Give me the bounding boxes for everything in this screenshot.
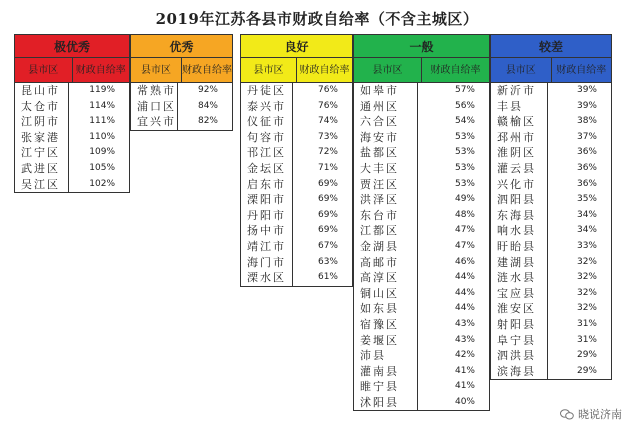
- county-name: 金坛区: [241, 161, 293, 177]
- table-row: [354, 208, 489, 224]
- self-sufficiency-rate: 72%: [317, 147, 338, 158]
- group-header: 优秀: [130, 34, 233, 58]
- county-name: 邗江区: [241, 145, 293, 161]
- county-name: 如东县: [354, 301, 418, 317]
- county-name: 高淳区: [354, 270, 418, 286]
- county-name: 启东市: [241, 177, 293, 193]
- table-row: [241, 239, 352, 255]
- group-body: [130, 83, 233, 131]
- table-row: [491, 317, 611, 333]
- table-row: [354, 395, 489, 411]
- table-row: [15, 161, 129, 177]
- self-sufficiency-rate: 67%: [317, 240, 338, 251]
- self-sufficiency-rate: 32%: [576, 256, 597, 267]
- table-row: [354, 286, 489, 302]
- self-sufficiency-rate: 38%: [576, 116, 597, 127]
- county-name: 贾汪区: [354, 177, 418, 193]
- county-name: 武进区: [15, 161, 69, 177]
- self-sufficiency-rate: 29%: [576, 365, 597, 376]
- county-name: 射阳县: [491, 317, 548, 333]
- county-name: 滨海县: [491, 364, 548, 380]
- self-sufficiency-rate: 35%: [576, 194, 597, 205]
- group-average: [353, 34, 490, 411]
- table-row: [15, 114, 129, 130]
- table-row: [491, 161, 611, 177]
- column-header-row: [130, 58, 233, 83]
- table-row: [354, 379, 489, 395]
- county-name: 睢宁县: [354, 379, 418, 395]
- county-name: 高邮市: [354, 255, 418, 271]
- county-name: 响水县: [491, 223, 548, 239]
- table-row: [241, 270, 352, 286]
- table-row: [241, 192, 352, 208]
- watermark-text: 晓说济南: [578, 408, 622, 421]
- table-row: [491, 130, 611, 146]
- table-row: [354, 177, 489, 193]
- column-header-row: [14, 58, 130, 83]
- self-sufficiency-rate: 119%: [89, 85, 115, 95]
- table-row: [354, 223, 489, 239]
- county-name: 盱眙县: [491, 239, 548, 255]
- self-sufficiency-rate: 82%: [197, 116, 218, 127]
- county-name: 海门市: [241, 255, 293, 271]
- table-row: [131, 83, 232, 99]
- self-sufficiency-rate: 31%: [576, 318, 597, 329]
- column-header-rate: 财政自给率: [75, 65, 126, 76]
- group-header: 较差: [490, 34, 612, 58]
- self-sufficiency-rate: 44%: [454, 272, 475, 283]
- self-sufficiency-rate: 53%: [454, 147, 475, 158]
- self-sufficiency-rate: 61%: [317, 272, 338, 283]
- self-sufficiency-rate: 102%: [89, 178, 115, 189]
- self-sufficiency-rate: 57%: [454, 85, 475, 95]
- county-name: 宝应县: [491, 286, 548, 302]
- table-row: [15, 177, 129, 193]
- self-sufficiency-rate: 37%: [576, 131, 597, 142]
- county-name: 江宁区: [15, 145, 69, 161]
- self-sufficiency-rate: 39%: [576, 85, 597, 95]
- county-name: 东海县: [491, 208, 548, 224]
- self-sufficiency-rate: 111%: [89, 116, 115, 127]
- self-sufficiency-rate: 69%: [317, 178, 338, 189]
- county-name: 靖江市: [241, 239, 293, 255]
- county-name: 吴江区: [15, 177, 69, 193]
- page-title: 2019年江苏各县市财政自给率（不含主城区）: [155, 10, 479, 28]
- table-row: [491, 286, 611, 302]
- county-name: 常熟市: [131, 83, 178, 99]
- self-sufficiency-rate: 29%: [576, 350, 597, 361]
- group-header: 良好: [240, 34, 353, 58]
- table-row: [241, 208, 352, 224]
- self-sufficiency-rate: 74%: [317, 116, 338, 127]
- self-sufficiency-rate: 69%: [317, 209, 338, 220]
- county-name: 沭阳县: [354, 395, 418, 411]
- column-header-county: 县市区: [354, 58, 422, 82]
- self-sufficiency-rate: 84%: [197, 100, 218, 111]
- table-row: [354, 239, 489, 255]
- table-row: [15, 99, 129, 115]
- group-body: [353, 83, 490, 411]
- county-name: 溧水区: [241, 270, 293, 286]
- table-row: [491, 239, 611, 255]
- county-name: 涟水县: [491, 270, 548, 286]
- county-name: 昆山市: [15, 83, 69, 99]
- column-header-county: 县市区: [131, 58, 182, 82]
- table-row: [131, 99, 232, 115]
- self-sufficiency-rate: 114%: [89, 100, 115, 111]
- table-row: [354, 348, 489, 364]
- self-sufficiency-rate: 56%: [454, 100, 475, 111]
- table-row: [15, 145, 129, 161]
- county-name: 铜山区: [354, 286, 418, 302]
- table-row: [491, 208, 611, 224]
- self-sufficiency-rate: 53%: [454, 131, 475, 142]
- column-header-row: [240, 58, 353, 83]
- county-name: 大丰区: [354, 161, 418, 177]
- county-name: 宜兴市: [131, 114, 178, 130]
- self-sufficiency-rate: 39%: [576, 100, 597, 111]
- table-row: [491, 177, 611, 193]
- table-row: [354, 317, 489, 333]
- table-row: [15, 83, 129, 99]
- column-header-county: 县市区: [241, 58, 297, 82]
- self-sufficiency-rate: 32%: [576, 272, 597, 283]
- table-row: [354, 270, 489, 286]
- table-row: [491, 255, 611, 271]
- self-sufficiency-rate: 54%: [454, 116, 475, 127]
- county-name: 仪征市: [241, 114, 293, 130]
- table-row: [491, 192, 611, 208]
- self-sufficiency-rate: 76%: [317, 85, 338, 95]
- county-name: 洪泽区: [354, 192, 418, 208]
- table-row: [131, 114, 232, 130]
- table-row: [491, 333, 611, 349]
- self-sufficiency-rate: 73%: [317, 131, 338, 142]
- self-sufficiency-rate: 41%: [454, 381, 475, 392]
- county-name: 扬中市: [241, 223, 293, 239]
- self-sufficiency-rate: 69%: [317, 194, 338, 205]
- county-name: 张家港: [15, 130, 69, 146]
- county-name: 淮安区: [491, 301, 548, 317]
- table-row: [241, 255, 352, 271]
- county-name: 六合区: [354, 114, 418, 130]
- self-sufficiency-rate: 48%: [454, 209, 475, 220]
- column-header-row: [490, 58, 612, 83]
- table-row: [491, 270, 611, 286]
- group-good: [240, 34, 353, 287]
- county-name: 宿豫区: [354, 317, 418, 333]
- self-sufficiency-rate: 63%: [317, 256, 338, 267]
- table-row: [491, 83, 611, 99]
- column-header-county: 县市区: [15, 58, 73, 82]
- county-name: 丹阳市: [241, 208, 293, 224]
- table-row: [354, 145, 489, 161]
- self-sufficiency-rate: 71%: [317, 162, 338, 173]
- county-name: 姜堰区: [354, 333, 418, 349]
- column-header-row: [353, 58, 490, 83]
- table-row: [241, 223, 352, 239]
- county-name: 建湖县: [491, 255, 548, 271]
- county-name: 溧阳市: [241, 192, 293, 208]
- column-header-rate: 财政自给率: [430, 65, 481, 76]
- county-name: 泗洪县: [491, 348, 548, 364]
- table-row: [491, 99, 611, 115]
- self-sufficiency-rate: 32%: [576, 303, 597, 314]
- self-sufficiency-rate: 47%: [454, 240, 475, 251]
- table-row: [491, 145, 611, 161]
- county-name: 盐都区: [354, 145, 418, 161]
- table-row: [241, 130, 352, 146]
- self-sufficiency-rate: 41%: [454, 365, 475, 376]
- group-header: 极优秀: [14, 34, 130, 58]
- table-row: [491, 223, 611, 239]
- county-name: 江都区: [354, 223, 418, 239]
- self-sufficiency-rate: 110%: [89, 131, 115, 142]
- county-name: 太仓市: [15, 99, 69, 115]
- watermark: [560, 406, 622, 422]
- group-body: [490, 83, 612, 380]
- column-header-rate: 财政自给率: [556, 65, 607, 76]
- group-excellent: [130, 34, 233, 131]
- table-row: [354, 83, 489, 99]
- column-header-county: 县市区: [491, 58, 552, 82]
- county-name: 海安市: [354, 130, 418, 146]
- table-row: [354, 192, 489, 208]
- county-name: 金湖县: [354, 239, 418, 255]
- self-sufficiency-rate: 36%: [576, 147, 597, 158]
- county-name: 沛县: [354, 348, 418, 364]
- self-sufficiency-rate: 42%: [454, 350, 475, 361]
- self-sufficiency-rate: 43%: [454, 318, 475, 329]
- group-excellent-plus: [14, 34, 130, 193]
- county-name: 江阴市: [15, 114, 69, 130]
- county-name: 如皋市: [354, 83, 418, 99]
- county-name: 东台市: [354, 208, 418, 224]
- self-sufficiency-rate: 109%: [89, 147, 115, 158]
- county-name: 灌云县: [491, 161, 548, 177]
- county-name: 赣榆区: [491, 114, 548, 130]
- table-row: [241, 114, 352, 130]
- self-sufficiency-rate: 46%: [454, 256, 475, 267]
- wechat-icon: [560, 409, 574, 420]
- self-sufficiency-rate: 47%: [454, 225, 475, 236]
- group-body: [14, 83, 130, 193]
- table-row: [354, 364, 489, 380]
- self-sufficiency-rate: 36%: [576, 162, 597, 173]
- county-name: 泰兴市: [241, 99, 293, 115]
- table-row: [354, 130, 489, 146]
- table-row: [491, 348, 611, 364]
- table-row: [491, 301, 611, 317]
- county-name: 通州区: [354, 99, 418, 115]
- self-sufficiency-rate: 105%: [89, 162, 115, 173]
- self-sufficiency-rate: 53%: [454, 162, 475, 173]
- table-row: [354, 161, 489, 177]
- group-poor: [490, 34, 612, 380]
- self-sufficiency-rate: 34%: [576, 209, 597, 220]
- table-row: [354, 114, 489, 130]
- county-name: 丹徒区: [241, 83, 293, 99]
- table-row: [241, 83, 352, 99]
- self-sufficiency-rate: 36%: [576, 178, 597, 189]
- table-row: [15, 130, 129, 146]
- column-header-rate: 财政自给率: [299, 65, 350, 76]
- self-sufficiency-rate: 69%: [317, 225, 338, 236]
- county-name: 泗阳县: [491, 192, 548, 208]
- self-sufficiency-rate: 43%: [454, 334, 475, 345]
- table-row: [241, 161, 352, 177]
- column-header-rate: 财政自给率: [182, 65, 232, 76]
- county-name: 邳州市: [491, 130, 548, 146]
- table-row: [241, 99, 352, 115]
- group-body: [240, 83, 353, 287]
- county-name: 淮阴区: [491, 145, 548, 161]
- self-sufficiency-rate: 44%: [454, 287, 475, 298]
- self-sufficiency-rate: 40%: [454, 396, 475, 407]
- table-row: [354, 255, 489, 271]
- county-name: 新沂市: [491, 83, 548, 99]
- table-row: [241, 145, 352, 161]
- table-row: [241, 177, 352, 193]
- county-name: 灌南县: [354, 364, 418, 380]
- county-name: 丰县: [491, 99, 548, 115]
- self-sufficiency-rate: 33%: [576, 240, 597, 251]
- self-sufficiency-rate: 44%: [454, 303, 475, 314]
- table-row: [354, 301, 489, 317]
- county-name: 兴化市: [491, 177, 548, 193]
- self-sufficiency-rate: 32%: [576, 287, 597, 298]
- county-name: 句容市: [241, 130, 293, 146]
- table-row: [354, 99, 489, 115]
- group-header: 一般: [353, 34, 490, 58]
- self-sufficiency-rate: 49%: [454, 194, 475, 205]
- table-row: [491, 114, 611, 130]
- self-sufficiency-rate: 76%: [317, 100, 338, 111]
- county-name: 浦口区: [131, 99, 178, 115]
- self-sufficiency-rate: 34%: [576, 225, 597, 236]
- table-row: [354, 333, 489, 349]
- self-sufficiency-rate: 92%: [197, 85, 218, 95]
- self-sufficiency-rate: 53%: [454, 178, 475, 189]
- self-sufficiency-rate: 31%: [576, 334, 597, 345]
- table-row: [491, 364, 611, 380]
- county-name: 阜宁县: [491, 333, 548, 349]
